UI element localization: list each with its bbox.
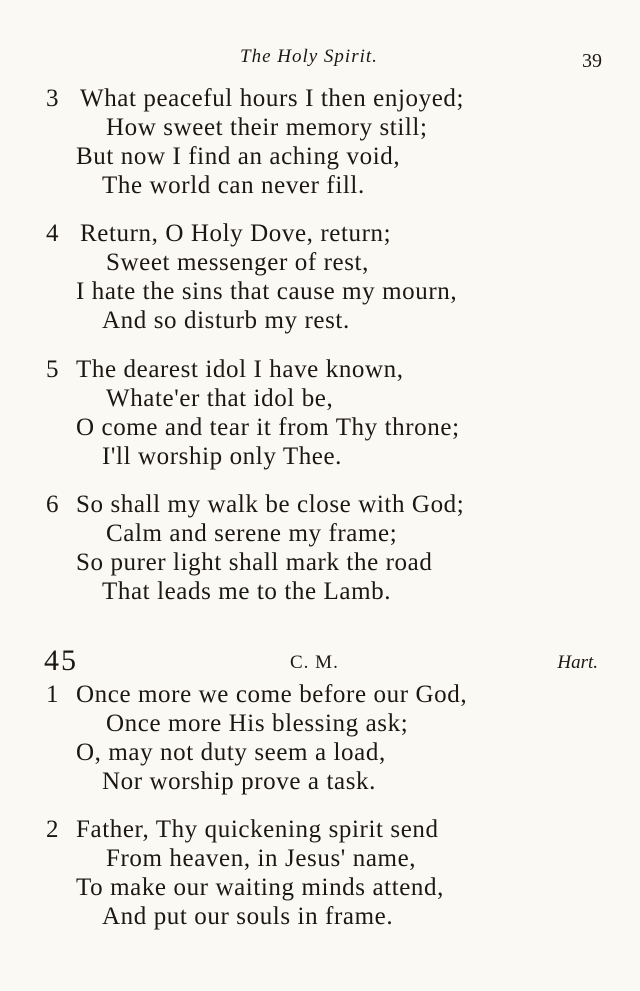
stanza-line <box>46 355 606 384</box>
stanza-line-text: Once more His blessing ask; <box>106 710 409 737</box>
stanza-line-text: O, may not duty seem a load, <box>76 739 386 766</box>
running-head <box>0 46 640 76</box>
hymn-number: 45 <box>44 644 78 677</box>
stanza-5 <box>46 355 606 471</box>
stanza-line <box>46 490 606 519</box>
stanza-line-text: And so disturb my rest. <box>102 307 350 334</box>
stanza-line-text: Whate'er that idol be, <box>106 385 334 412</box>
stanza-line <box>46 84 606 113</box>
stanza-number: 2 <box>46 816 60 843</box>
stanza-line <box>46 902 606 931</box>
hymn-header <box>0 644 640 680</box>
stanza-line <box>46 442 606 471</box>
stanza-line-text: I hate the sins that cause my mourn, <box>76 278 458 305</box>
stanza-line-text: Once more we come before our God, <box>76 681 468 708</box>
stanza-line-text: Father, Thy quickening spirit send <box>76 816 439 843</box>
stanza-line-text: O come and tear it from Thy throne; <box>76 414 460 441</box>
stanza-3 <box>46 84 606 200</box>
stanza-line-text: That leads me to the Lamb. <box>102 578 392 605</box>
stanza-line <box>46 815 606 844</box>
stanza-line <box>46 709 606 738</box>
stanza-line-text: To make our waiting minds attend, <box>76 874 444 901</box>
stanza-line <box>46 248 606 277</box>
stanza-line <box>46 142 606 171</box>
stanza-line <box>46 767 606 796</box>
stanza-line-text: Return, O Holy Dove, return; <box>80 220 392 247</box>
stanza-line-text: From heaven, in Jesus' name, <box>106 845 417 872</box>
stanza-line-text: Sweet messenger of rest, <box>106 249 369 276</box>
stanza-line <box>46 384 606 413</box>
page-number: 39 <box>582 50 602 72</box>
stanza-line <box>46 219 606 248</box>
stanza-line <box>46 413 606 442</box>
stanza-number: 3 <box>46 85 60 112</box>
stanza-number: 4 <box>46 220 60 247</box>
stanza-line-text: Nor worship prove a task. <box>102 768 376 795</box>
stanza-line <box>46 577 606 606</box>
hymn-stanza-1 <box>46 680 606 796</box>
stanza-number: 1 <box>46 681 60 708</box>
stanza-line <box>46 277 606 306</box>
stanza-line <box>46 171 606 200</box>
stanza-line <box>46 844 606 873</box>
stanza-line-text: So shall my walk be close with God; <box>76 491 465 518</box>
running-title: The Holy Spirit. <box>240 46 378 67</box>
stanza-line <box>46 306 606 335</box>
stanza-line-text: The dearest idol I have known, <box>76 356 404 383</box>
stanza-line <box>46 113 606 142</box>
stanza-6 <box>46 490 606 606</box>
stanza-line <box>46 680 606 709</box>
stanza-line <box>46 873 606 902</box>
stanza-number: 6 <box>46 491 60 518</box>
stanza-line-text: Calm and serene my frame; <box>106 520 398 547</box>
stanza-line <box>46 738 606 767</box>
stanza-line-text: What peaceful hours I then enjoyed; <box>80 85 465 112</box>
stanza-line-text: I'll worship only Thee. <box>102 443 343 470</box>
stanza-number: 5 <box>46 356 60 383</box>
stanza-line-text: The world can never fill. <box>102 172 365 199</box>
stanza-4 <box>46 219 606 335</box>
stanza-line-text: How sweet their memory still; <box>106 114 428 141</box>
hymn-meter: C. M. <box>290 652 339 673</box>
hymn-stanza-2 <box>46 815 606 931</box>
stanza-line-text: So purer light shall mark the road <box>76 549 433 576</box>
stanza-line <box>46 519 606 548</box>
hymn-composer: Hart. <box>557 652 598 673</box>
stanza-line <box>46 548 606 577</box>
stanza-line-text: And put our souls in frame. <box>102 903 394 930</box>
stanza-line-text: But now I find an aching void, <box>76 143 401 170</box>
